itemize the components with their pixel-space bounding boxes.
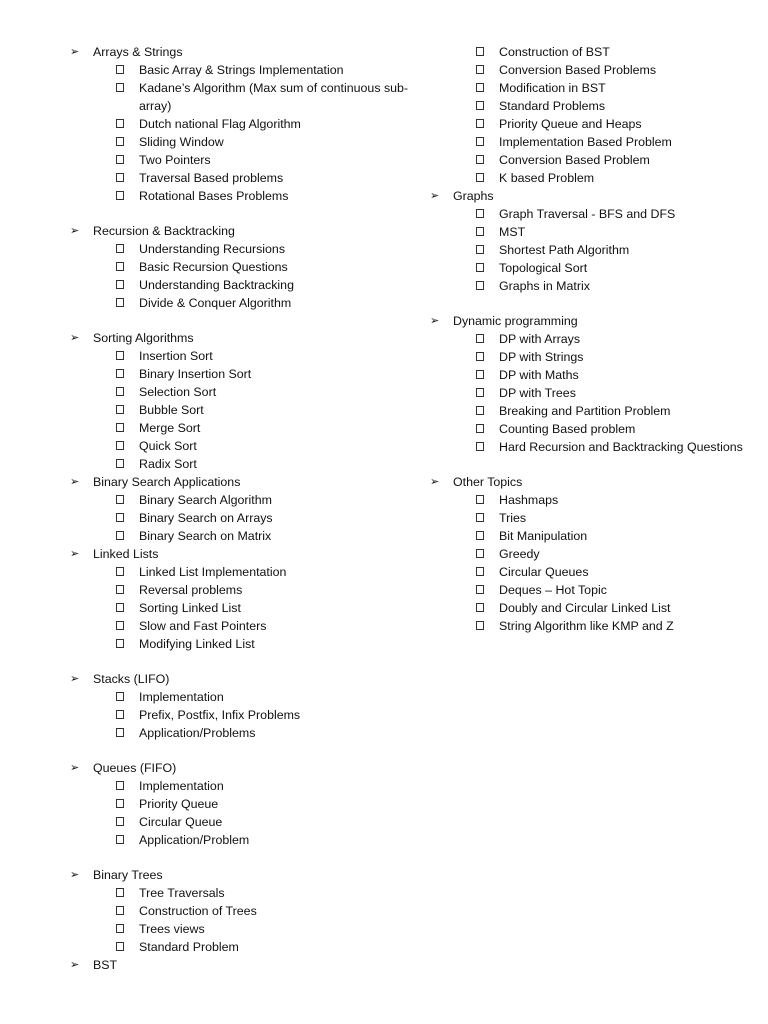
checkbox-icon [116,639,124,648]
subtopic-item [476,617,760,635]
section-gap [70,205,420,222]
subtopic-label: Divide & Conquer Algorithm [139,296,292,310]
subtopic-item [116,777,420,795]
subtopic-label: Counting Based problem [499,422,636,436]
subtopic-label: Binary Insertion Sort [139,367,252,381]
arrow-bullet-icon: ➢ [70,762,80,774]
subtopic-item [116,795,420,813]
subtopic-item [476,79,760,97]
subtopic-item [476,509,760,527]
subtopic-item [476,133,760,151]
topic-recursion-backtracking [70,222,420,329]
subtopic-item [476,223,760,241]
subtopic-label: DP with Strings [499,350,584,364]
subtopic-label: DP with Arrays [499,332,581,346]
checkbox-icon [116,710,124,719]
subtopic-item [116,437,420,455]
checkbox-icon [476,549,484,558]
checkbox-icon [476,495,484,504]
subtopic-label: Circular Queues [499,565,589,579]
subtopic-list [70,777,420,849]
section-gap [70,653,420,670]
subtopic-label: Understanding Backtracking [139,278,294,292]
subtopic-label: MST [499,225,526,239]
subtopic-label: Priority Queue and Heaps [499,117,642,131]
subtopic-label: Binary Search on Arrays [139,511,273,525]
subtopic-label: Application/Problems [139,726,256,740]
arrow-bullet-icon: ➢ [70,673,80,685]
subtopic-label: Standard Problems [499,99,606,113]
subtopic-label: Merge Sort [139,421,201,435]
checkbox-icon [476,513,484,522]
topic-heading [70,473,420,491]
subtopic-item [116,169,420,187]
subtopic-item [116,365,420,383]
subtopic-list [430,205,760,295]
section-gap [430,456,760,473]
topic-title: Other Topics [453,475,523,489]
checkbox-icon [476,388,484,397]
topic-title: Arrays & Strings [93,45,183,59]
checkbox-icon [116,495,124,504]
checkbox-icon [116,835,124,844]
checkbox-icon [476,173,484,182]
topic-queues-fifo [70,759,420,866]
arrow-bullet-icon: ➢ [430,315,440,327]
subtopic-item [476,241,760,259]
checkbox-icon [476,370,484,379]
subtopic-item [476,348,760,366]
subtopic-item [116,383,420,401]
subtopic-item [116,581,420,599]
topic-arrays-strings [70,43,420,222]
subtopic-label: Bubble Sort [139,403,204,417]
checkbox-icon [476,137,484,146]
checkbox-icon [476,406,484,415]
subtopic-item [116,115,420,133]
subtopic-label: Understanding Recursions [139,242,286,256]
subtopic-label: Application/Problem [139,833,250,847]
checkbox-icon [116,423,124,432]
checkbox-icon [116,942,124,951]
subtopic-label: Conversion Based Problem [499,153,650,167]
subtopic-label: Hard Recursion and Backtracking Questions [499,440,743,454]
subtopic-item [116,276,420,294]
subtopic-item [476,491,760,509]
topic-heading [70,759,420,777]
topic-title: Dynamic programming [453,314,578,328]
subtopic-item [476,115,760,133]
checkbox-icon [476,531,484,540]
subtopic-item [476,438,760,456]
subtopic-list [430,491,760,635]
subtopic-label: Selection Sort [139,385,217,399]
subtopic-item [476,259,760,277]
subtopic-list [70,240,420,312]
subtopic-label: Quick Sort [139,439,197,453]
checkbox-icon [116,603,124,612]
checkbox-icon [116,781,124,790]
subtopic-label: Tree Traversals [139,886,225,900]
topic-heading [430,312,760,330]
checkbox-icon [476,603,484,612]
subtopic-label: Two Pointers [139,153,211,167]
subtopic-label: Shortest Path Algorithm [499,243,630,257]
topic-heading [70,329,420,347]
checkbox-icon [116,441,124,450]
subtopic-label: Topological Sort [499,261,588,275]
subtopic-list [70,491,420,545]
arrow-bullet-icon: ➢ [70,548,80,560]
checkbox-icon [116,191,124,200]
subtopic-label: Greedy [499,547,540,561]
subtopic-item [476,330,760,348]
section-gap [70,849,420,866]
checkbox-icon [116,137,124,146]
topic-sorting-algorithms [70,329,420,473]
checkbox-icon [116,244,124,253]
topic-continued [430,43,760,187]
section-gap [70,742,420,759]
subtopic-label: Priority Queue [139,797,219,811]
subtopic-label: Circular Queue [139,815,223,829]
checkbox-icon [116,692,124,701]
checkbox-icon [116,531,124,540]
subtopic-list [70,347,420,473]
arrow-bullet-icon: ➢ [430,190,440,202]
checkbox-icon [116,906,124,915]
checkbox-icon [116,155,124,164]
subtopic-label: Implementation [139,779,224,793]
subtopic-label: Basic Recursion Questions [139,260,288,274]
subtopic-item [116,563,420,581]
checkbox-icon [116,280,124,289]
subtopic-label: Modifying Linked List [139,637,255,651]
subtopic-item [476,97,760,115]
subtopic-list [70,688,420,742]
subtopic-label: Dutch national Flag Algorithm [139,117,301,131]
checkbox-icon [116,513,124,522]
checkbox-icon [116,387,124,396]
subtopic-item [116,187,420,205]
checkbox-icon [116,298,124,307]
checkbox-icon [476,155,484,164]
topic-bst [70,956,420,974]
topic-stacks-lifo [70,670,420,759]
subtopic-label: Kadane’s Algorithm (Max sum of continuous sub-array) [139,81,409,113]
arrow-bullet-icon: ➢ [430,476,440,488]
topic-graphs [430,187,760,312]
subtopic-item [476,43,760,61]
checkbox-icon [476,47,484,56]
subtopic-label: Slow and Fast Pointers [139,619,267,633]
checkbox-icon [116,924,124,933]
subtopic-label: K based Problem [499,171,595,185]
checkbox-icon [476,65,484,74]
topic-title: Stacks (LIFO) [93,672,170,686]
checkbox-icon [476,585,484,594]
subtopic-label: DP with Maths [499,368,579,382]
subtopic-label: Sorting Linked List [139,601,241,615]
topic-heading [430,187,760,205]
subtopic-item [476,277,760,295]
checkbox-icon [116,585,124,594]
subtopic-item [116,61,420,79]
topic-title: Binary Trees [93,868,163,882]
subtopic-list [70,61,420,205]
subtopic-label: Binary Search Algorithm [139,493,272,507]
topic-heading [70,866,420,884]
arrow-bullet-icon: ➢ [70,46,80,58]
checkbox-icon [476,119,484,128]
subtopic-list [70,884,420,956]
checkbox-icon [116,621,124,630]
checkbox-icon [116,369,124,378]
subtopic-label: Reversal problems [139,583,243,597]
arrow-bullet-icon: ➢ [70,225,80,237]
subtopic-item [476,527,760,545]
checkbox-icon [116,567,124,576]
subtopic-label: Standard Problem [139,940,239,954]
subtopic-label: Radix Sort [139,457,197,471]
subtopic-item [116,635,420,653]
subtopic-item [116,724,420,742]
subtopic-item [476,384,760,402]
left-column [70,43,420,974]
subtopic-item [116,401,420,419]
checkbox-icon [116,83,124,92]
topic-other-topics [430,473,760,635]
subtopic-item [476,205,760,223]
subtopic-item [116,455,420,473]
subtopic-item [476,61,760,79]
subtopic-label: Binary Search on Matrix [139,529,272,543]
checkbox-icon [476,83,484,92]
subtopic-item [476,563,760,581]
subtopic-item [116,884,420,902]
subtopic-item [116,902,420,920]
subtopic-label: Prefix, Postfix, Infix Problems [139,708,301,722]
subtopic-item [116,599,420,617]
subtopic-label: Basic Array & Strings Implementation [139,63,344,77]
arrow-bullet-icon: ➢ [70,869,80,881]
subtopic-label: Bit Manipulation [499,529,588,543]
checkbox-icon [116,65,124,74]
checkbox-icon [116,817,124,826]
topic-heading [70,956,420,974]
subtopic-item [116,133,420,151]
section-gap [70,312,420,329]
subtopic-label: String Algorithm like KMP and Z [499,619,674,633]
subtopic-item [476,581,760,599]
checkbox-icon [116,459,124,468]
subtopic-item [116,240,420,258]
checkbox-icon [116,799,124,808]
subtopic-label: Linked List Implementation [139,565,287,579]
subtopic-item [116,938,420,956]
topic-binary-trees [70,866,420,956]
subtopic-label: Sliding Window [139,135,224,149]
topic-title: Binary Search Applications [93,475,241,489]
topic-heading [70,670,420,688]
right-column [430,43,760,635]
subtopic-item [116,831,420,849]
subtopic-item [476,599,760,617]
topic-dynamic-programming [430,312,760,473]
checkbox-icon [476,281,484,290]
arrow-bullet-icon: ➢ [70,959,80,971]
subtopic-item [116,79,420,115]
topic-title: Graphs [453,189,494,203]
checkbox-icon [476,209,484,218]
arrow-bullet-icon: ➢ [70,332,80,344]
subtopic-label: Trees views [139,922,205,936]
subtopic-item [116,347,420,365]
checkbox-icon [116,405,124,414]
subtopic-item [116,419,420,437]
subtopic-list [70,563,420,653]
checkbox-icon [476,227,484,236]
subtopic-label: Deques – Hot Topic [499,583,607,597]
subtopic-item [116,920,420,938]
checkbox-icon [476,245,484,254]
subtopic-label: Construction of Trees [139,904,257,918]
checkbox-icon [476,334,484,343]
topic-linked-lists [70,545,420,670]
subtopic-label: DP with Trees [499,386,576,400]
subtopic-item [116,688,420,706]
subtopic-label: Insertion Sort [139,349,213,363]
section-gap [430,295,760,312]
topic-title: BST [93,958,118,972]
subtopic-item [116,151,420,169]
subtopic-label: Implementation Based Problem [499,135,672,149]
subtopic-item [116,294,420,312]
checkbox-icon [476,263,484,272]
topic-title: Recursion & Backtracking [93,224,235,238]
subtopic-label: Conversion Based Problems [499,63,657,77]
subtopic-item [116,813,420,831]
checkbox-icon [476,352,484,361]
checkbox-icon [116,119,124,128]
subtopic-label: Implementation [139,690,224,704]
subtopic-item [116,706,420,724]
topic-title: Linked Lists [93,547,159,561]
subtopic-label: Doubly and Circular Linked List [499,601,671,615]
checkbox-icon [476,101,484,110]
subtopic-item [476,151,760,169]
topic-heading [70,545,420,563]
subtopic-item [476,545,760,563]
checkbox-icon [116,728,124,737]
subtopic-item [116,258,420,276]
subtopic-label: Construction of BST [499,45,610,59]
subtopic-item [116,527,420,545]
topic-heading [430,473,760,491]
subtopic-list [430,43,760,187]
subtopic-label: Traversal Based problems [139,171,284,185]
subtopic-label: Rotational Bases Problems [139,189,289,203]
topic-binary-search-applications [70,473,420,545]
subtopic-item [476,420,760,438]
checkbox-icon [116,351,124,360]
topic-title: Sorting Algorithms [93,331,194,345]
topic-title: Queues (FIFO) [93,761,177,775]
checkbox-icon [476,621,484,630]
subtopic-label: Graphs in Matrix [499,279,590,293]
arrow-bullet-icon: ➢ [70,476,80,488]
subtopic-item [116,509,420,527]
checkbox-icon [116,173,124,182]
topic-heading [70,222,420,240]
subtopic-label: Modification in BST [499,81,606,95]
subtopic-item [116,491,420,509]
subtopic-label: Hashmaps [499,493,559,507]
subtopic-item [476,169,760,187]
checkbox-icon [476,424,484,433]
subtopic-item [116,617,420,635]
checkbox-icon [476,567,484,576]
subtopic-list [430,330,760,456]
subtopic-item [476,366,760,384]
topic-heading [70,43,420,61]
checkbox-icon [116,888,124,897]
subtopic-item [476,402,760,420]
checkbox-icon [476,442,484,451]
subtopic-label: Breaking and Partition Problem [499,404,671,418]
subtopic-label: Tries [499,511,527,525]
subtopic-label: Graph Traversal - BFS and DFS [499,207,676,221]
checkbox-icon [116,262,124,271]
